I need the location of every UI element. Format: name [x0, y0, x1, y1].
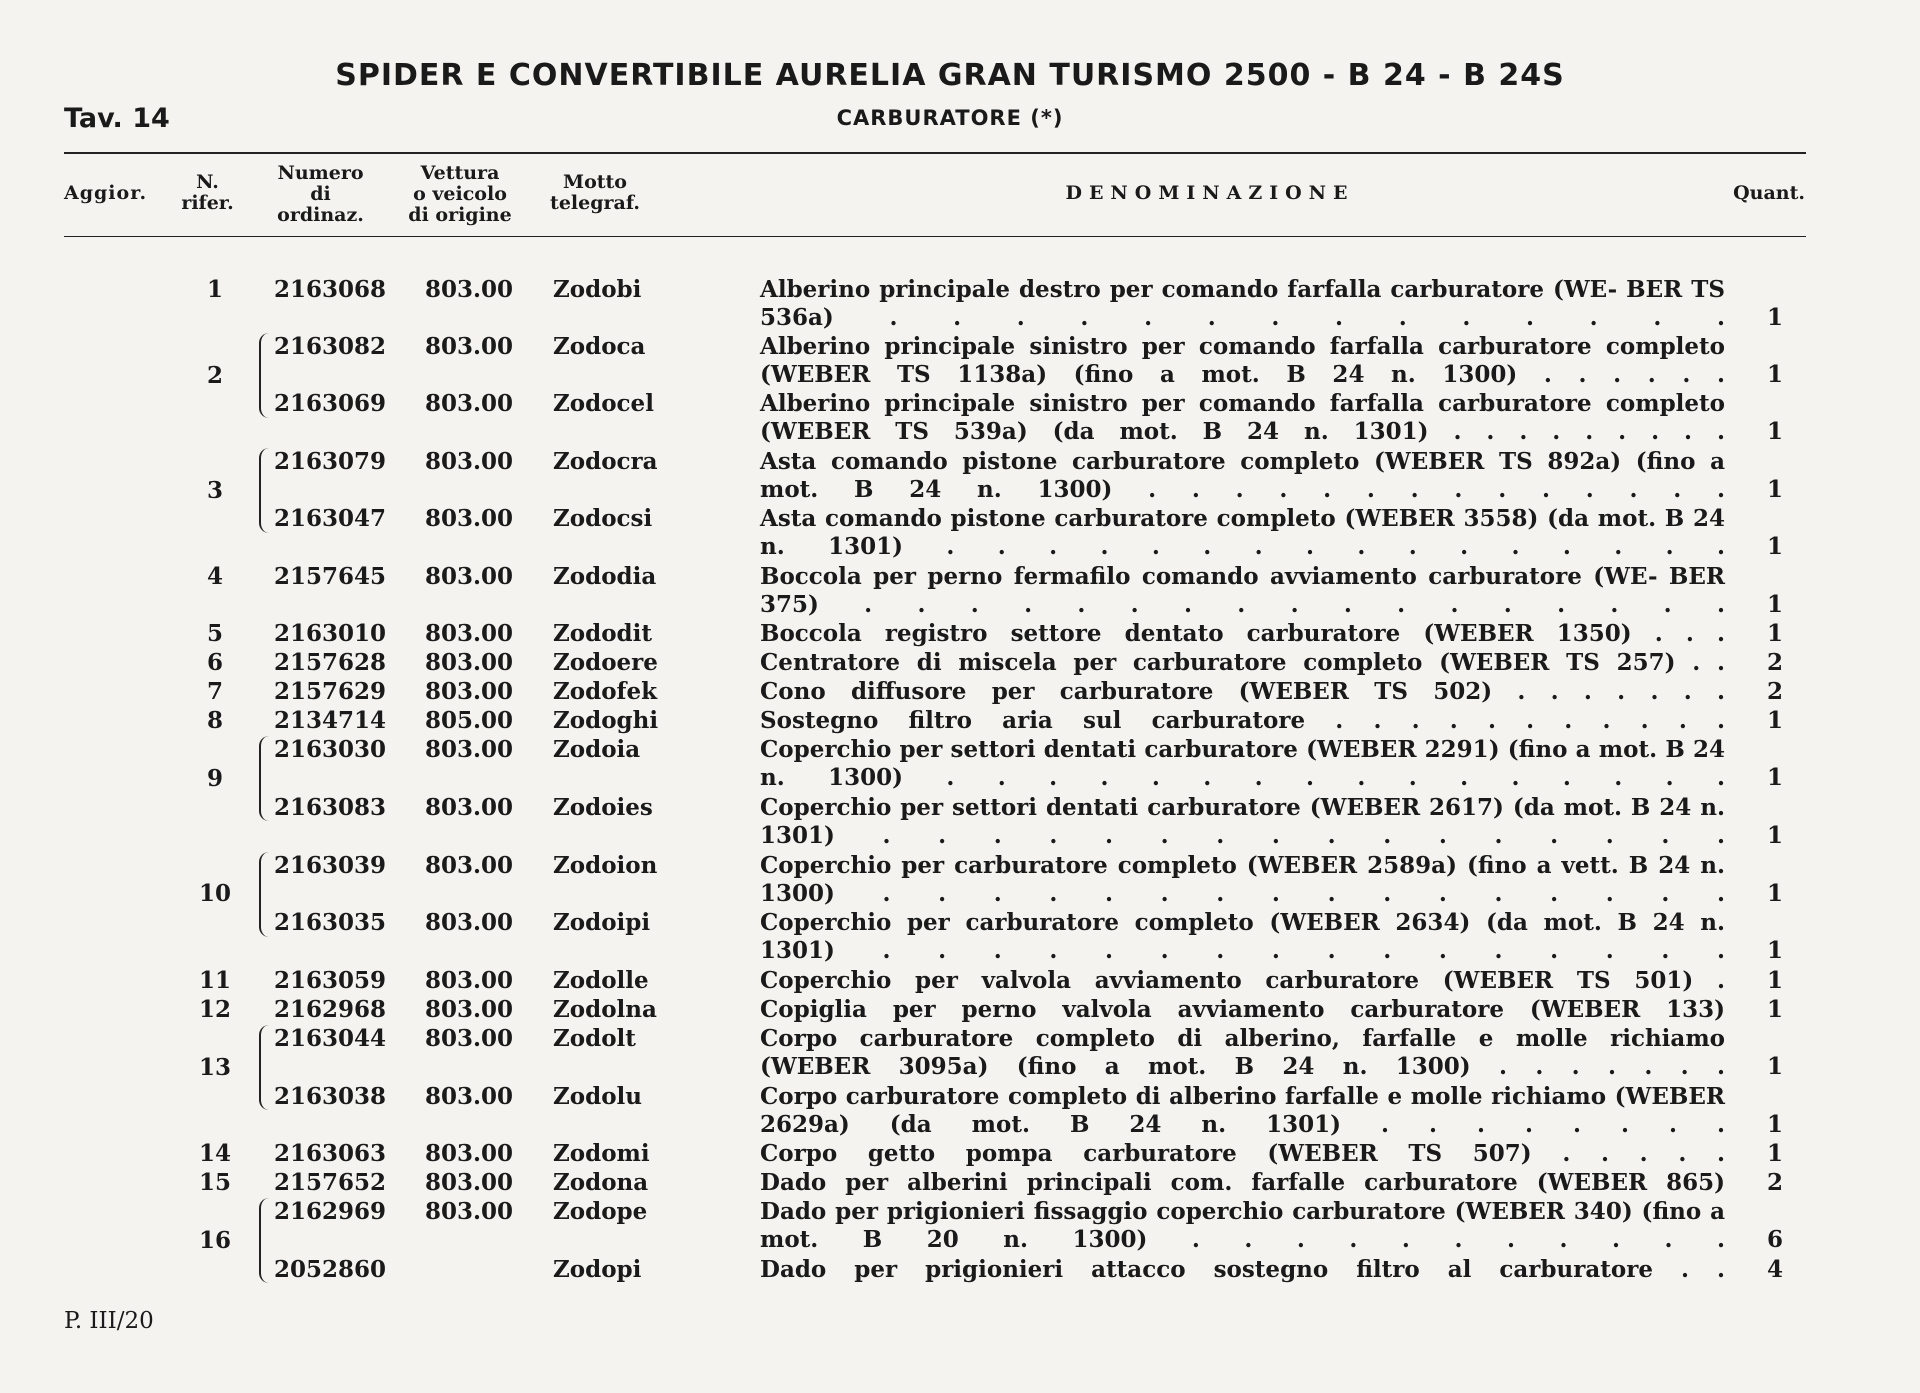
- order-number: 2052860: [274, 1256, 387, 1283]
- col-header-numero: Numero di ordinaz.: [277, 162, 364, 226]
- vehicle-origin: 803.00: [425, 967, 514, 994]
- quantity: 1: [1766, 880, 1783, 907]
- quantity: 1: [1766, 967, 1783, 994]
- quantity: 1: [1766, 418, 1783, 445]
- ref-number: 14: [198, 1140, 231, 1167]
- vehicle-origin: 803.00: [425, 794, 514, 821]
- ref-number: 6: [206, 649, 223, 676]
- quantity: 1: [1766, 361, 1783, 388]
- quantity: 2: [1766, 1169, 1783, 1196]
- order-number: 2163010: [274, 620, 387, 647]
- telegraph-code: Zodopi: [553, 1256, 642, 1283]
- order-number: 2163068: [274, 276, 387, 303]
- part-description: Dado per alberini principali com. farfalle carburatore (WEBER 865): [760, 1169, 1725, 1196]
- col-header-n-rifer: N. rifer.: [181, 171, 234, 214]
- order-number: 2157645: [274, 563, 387, 590]
- col-header-denominazione: DENOMINAZIONE: [1065, 182, 1355, 204]
- part-description: Copiglia per perno valvola avviamento carburatore (WEBER 133): [760, 996, 1725, 1023]
- part-description: Sostegno filtro aria sul carburatore . . . . . . . . . . .: [760, 707, 1725, 734]
- order-number: 2162968: [274, 996, 387, 1023]
- quantity: 1: [1766, 1140, 1783, 1167]
- group-brace: [259, 448, 271, 533]
- part-description: Coperchio per valvola avviamento carburatore (WEBER TS 501) .: [760, 967, 1725, 994]
- col-header-aggior: Aggior.: [64, 182, 148, 204]
- telegraph-code: Zodoia: [553, 736, 641, 763]
- quantity: 1: [1766, 764, 1783, 791]
- part-description: Coperchio per settori dentati carburatore (WEBER 2617) (da mot. B 24 n. 1301) . . . . . . . . . . . . . . . .: [760, 794, 1725, 849]
- quantity: 1: [1766, 1111, 1783, 1138]
- ref-number: 15: [198, 1169, 231, 1196]
- ref-number: 13: [198, 1054, 231, 1081]
- telegraph-code: Zodona: [553, 1169, 649, 1196]
- vehicle-origin: 805.00: [425, 707, 514, 734]
- order-number: 2163044: [274, 1025, 387, 1052]
- order-number: 2162969: [274, 1198, 387, 1225]
- part-description: Coperchio per carburatore completo (WEBER 2634) (da mot. B 24 n. 1301) . . . . . . . . . . . . . . . .: [760, 909, 1725, 964]
- col-header-vettura: Vettura o veicolo di origine: [408, 162, 512, 226]
- group-brace: [259, 1198, 271, 1283]
- order-number: 2163030: [274, 736, 387, 763]
- vehicle-origin: 803.00: [425, 909, 514, 936]
- vehicle-origin: 803.00: [425, 505, 514, 532]
- telegraph-code: Zodope: [553, 1198, 648, 1225]
- ref-number: 11: [198, 967, 231, 994]
- part-description: Alberino principale sinistro per comando farfalla carburatore completo (WEBER TS 539a) (da mot. B 24 n. 1301) . . . . . . . . .: [760, 390, 1725, 445]
- quantity: 4: [1766, 1256, 1783, 1283]
- table-label: Tav. 14: [64, 103, 170, 134]
- col-header-quant: Quant.: [1733, 182, 1805, 204]
- vehicle-origin: 803.00: [425, 1198, 514, 1225]
- ref-number: 8: [206, 707, 223, 734]
- vehicle-origin: 803.00: [425, 333, 514, 360]
- col-header-motto: Motto telegraf.: [550, 171, 640, 214]
- vehicle-origin: 803.00: [425, 563, 514, 590]
- order-number: 2163035: [274, 909, 387, 936]
- part-description: Asta comando pistone carburatore completo (WEBER 3558) (da mot. B 24 n. 1301) . . . . . . . . . . . . . . . .: [760, 505, 1725, 560]
- order-number: 2163039: [274, 852, 387, 879]
- vehicle-origin: 803.00: [425, 1083, 514, 1110]
- telegraph-code: Zododia: [553, 563, 657, 590]
- telegraph-code: Zodoere: [553, 649, 658, 676]
- quantity: 2: [1766, 649, 1783, 676]
- vehicle-origin: 803.00: [425, 276, 514, 303]
- order-number: 2157652: [274, 1169, 387, 1196]
- quantity: 6: [1766, 1226, 1783, 1253]
- quantity: 1: [1766, 707, 1783, 734]
- ref-number: 7: [206, 678, 223, 705]
- telegraph-code: Zodolle: [553, 967, 649, 994]
- order-number: 2157629: [274, 678, 387, 705]
- group-brace: [259, 736, 271, 821]
- part-description: Coperchio per carburatore completo (WEBER 2589a) (fino a vett. B 24 n. 1300) . . . . . . . . . . . . . . . .: [760, 852, 1725, 907]
- page-subtitle: CARBURATORE (*): [836, 106, 1064, 130]
- order-number: 2134714: [274, 707, 387, 734]
- vehicle-origin: 803.00: [425, 678, 514, 705]
- telegraph-code: Zododit: [553, 620, 652, 647]
- telegraph-code: Zodobi: [553, 276, 642, 303]
- quantity: 1: [1766, 591, 1783, 618]
- quantity: 1: [1766, 996, 1783, 1023]
- part-description: Centratore di miscela per carburatore completo (WEBER TS 257) . .: [760, 649, 1725, 676]
- vehicle-origin: 803.00: [425, 852, 514, 879]
- part-description: Alberino principale sinistro per comando farfalla carburatore completo (WEBER TS 1138a) (fino a mot. B 24 n. 1300) . . . . . .: [760, 333, 1725, 388]
- quantity: 1: [1766, 533, 1783, 560]
- telegraph-code: Zodocel: [553, 390, 654, 417]
- ref-number: 4: [206, 563, 223, 590]
- order-number: 2163083: [274, 794, 387, 821]
- telegraph-code: Zodoies: [553, 794, 653, 821]
- part-description: Dado per prigionieri attacco sostegno filtro al carburatore . .: [760, 1256, 1725, 1283]
- quantity: 1: [1766, 476, 1783, 503]
- part-description: Corpo carburatore completo di alberino farfalle e molle richiamo (WEBER 2629a) (da mot. B 24 n. 1301) . . . . . . . .: [760, 1083, 1725, 1138]
- part-description: Asta comando pistone carburatore completo (WEBER TS 892a) (fino a mot. B 24 n. 1300) . . . . . . . . . . . . . .: [760, 448, 1725, 503]
- vehicle-origin: 803.00: [425, 1025, 514, 1052]
- telegraph-code: Zodoca: [553, 333, 646, 360]
- telegraph-code: Zodolt: [553, 1025, 636, 1052]
- vehicle-origin: 803.00: [425, 736, 514, 763]
- ref-number: 16: [198, 1227, 231, 1254]
- group-brace: [259, 333, 271, 418]
- vehicle-origin: 803.00: [425, 390, 514, 417]
- part-description: Coperchio per settori dentati carburatore (WEBER 2291) (fino a mot. B 24 n. 1300) . . . . . . . . . . . . . . . .: [760, 736, 1725, 791]
- telegraph-code: Zodofek: [553, 678, 658, 705]
- quantity: 2: [1766, 678, 1783, 705]
- vehicle-origin: 803.00: [425, 649, 514, 676]
- part-description: Alberino principale destro per comando farfalla carburatore (WE- BER TS 536a) . . . . . . . . . . . . . .: [760, 276, 1725, 331]
- order-number: 2163047: [274, 505, 387, 532]
- vehicle-origin: 803.00: [425, 448, 514, 475]
- vehicle-origin: 803.00: [425, 1169, 514, 1196]
- ref-number: 3: [206, 477, 223, 504]
- telegraph-code: Zodocra: [553, 448, 658, 475]
- ref-number: 5: [206, 620, 223, 647]
- quantity: 1: [1766, 1053, 1783, 1080]
- telegraph-code: Zodoion: [553, 852, 658, 879]
- part-description: Dado per prigionieri fissaggio coperchio carburatore (WEBER 340) (fino a mot. B 20 n. 1300) . . . . . . . . . . .: [760, 1198, 1725, 1253]
- order-number: 2163038: [274, 1083, 387, 1110]
- order-number: 2157628: [274, 649, 387, 676]
- page-number: P. III/20: [64, 1308, 154, 1334]
- order-number: 2163079: [274, 448, 387, 475]
- order-number: 2163082: [274, 333, 387, 360]
- page-title: SPIDER E CONVERTIBILE AURELIA GRAN TURISMO 2500 - B 24 - B 24S: [335, 58, 1565, 93]
- quantity: 1: [1766, 937, 1783, 964]
- part-description: Boccola registro settore dentato carburatore (WEBER 1350) . . .: [760, 620, 1725, 647]
- part-description: Corpo getto pompa carburatore (WEBER TS 507) . . . . .: [760, 1140, 1725, 1167]
- vehicle-origin: 803.00: [425, 620, 514, 647]
- part-description: Boccola per perno fermafilo comando avviamento carburatore (WE- BER 375) . . . . . . . . . . . . . . . . .: [760, 563, 1725, 618]
- ref-number: 12: [198, 996, 231, 1023]
- telegraph-code: Zodolu: [553, 1083, 643, 1110]
- quantity: 1: [1766, 822, 1783, 849]
- group-brace: [259, 852, 271, 937]
- vehicle-origin: 803.00: [425, 1140, 514, 1167]
- vehicle-origin: 803.00: [425, 996, 514, 1023]
- quantity: 1: [1766, 620, 1783, 647]
- order-number: 2163069: [274, 390, 387, 417]
- ref-number: 1: [206, 276, 223, 303]
- ref-number: 9: [206, 765, 223, 792]
- ref-number: 10: [198, 880, 231, 907]
- ref-number: 2: [206, 362, 223, 389]
- telegraph-code: Zodomi: [553, 1140, 650, 1167]
- part-description: Cono diffusore per carburatore (WEBER TS 502) . . . . . . .: [760, 678, 1725, 705]
- telegraph-code: Zodoghi: [553, 707, 659, 734]
- telegraph-code: Zodocsi: [553, 505, 653, 532]
- quantity: 1: [1766, 304, 1783, 331]
- telegraph-code: Zodolna: [553, 996, 657, 1023]
- part-description: Corpo carburatore completo di alberino, farfalle e molle richiamo (WEBER 3095a) (fino a mot. B 24 n. 1300) . . . . . . .: [760, 1025, 1725, 1080]
- order-number: 2163063: [274, 1140, 387, 1167]
- telegraph-code: Zodoipi: [553, 909, 651, 936]
- order-number: 2163059: [274, 967, 387, 994]
- group-brace: [259, 1025, 271, 1110]
